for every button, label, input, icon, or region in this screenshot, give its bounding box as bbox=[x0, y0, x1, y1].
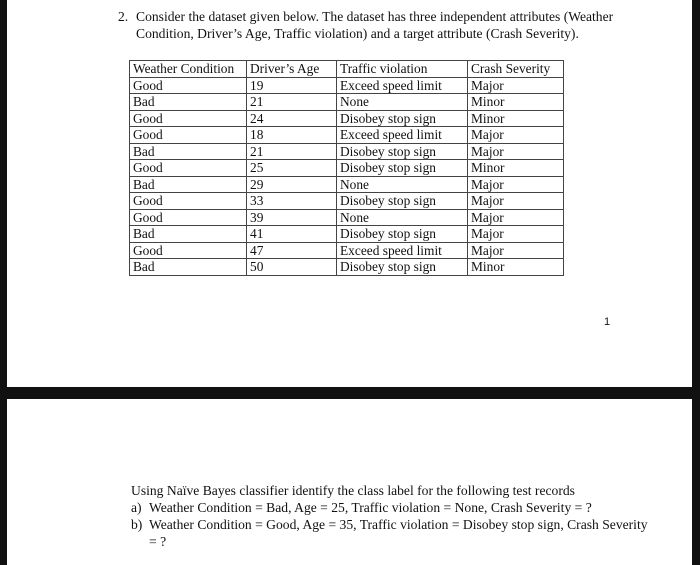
cell-weather: Bad bbox=[130, 259, 247, 276]
cell-violation: Exceed speed limit bbox=[337, 242, 468, 259]
cell-age: 25 bbox=[247, 160, 337, 177]
cell-weather: Good bbox=[130, 209, 247, 226]
table-row bbox=[130, 110, 564, 127]
cell-severity: Minor bbox=[468, 110, 564, 127]
table-row bbox=[130, 94, 564, 111]
cell-age: 41 bbox=[247, 226, 337, 243]
cell-violation: Disobey stop sign bbox=[337, 143, 468, 160]
cell-violation: Disobey stop sign bbox=[337, 110, 468, 127]
document-page-1 bbox=[7, 0, 692, 387]
header-traffic-violation: Traffic violation bbox=[337, 61, 468, 78]
cell-weather: Good bbox=[130, 110, 247, 127]
table-row bbox=[130, 242, 564, 259]
cell-age: 21 bbox=[247, 143, 337, 160]
cell-violation: Disobey stop sign bbox=[337, 226, 468, 243]
table-row bbox=[130, 193, 564, 210]
header-drivers-age: Driver’s Age bbox=[247, 61, 337, 78]
table-row bbox=[130, 160, 564, 177]
task-item-b bbox=[131, 516, 651, 550]
cell-severity: Major bbox=[468, 242, 564, 259]
question-number: 2. bbox=[118, 9, 129, 24]
table-row bbox=[130, 226, 564, 243]
cell-weather: Bad bbox=[130, 143, 247, 160]
cell-weather: Good bbox=[130, 160, 247, 177]
cell-weather: Good bbox=[130, 127, 247, 144]
cell-weather: Good bbox=[130, 242, 247, 259]
task-item-text: Weather Condition = Good, Age = 35, Traffic violation = Disobey stop sign, Crash Severity = ? bbox=[149, 517, 648, 549]
cell-age: 33 bbox=[247, 193, 337, 210]
cell-age: 29 bbox=[247, 176, 337, 193]
table-row bbox=[130, 77, 564, 94]
cell-age: 19 bbox=[247, 77, 337, 94]
cell-severity: Major bbox=[468, 226, 564, 243]
cell-severity: Major bbox=[468, 143, 564, 160]
cell-weather: Bad bbox=[130, 176, 247, 193]
cell-violation: None bbox=[337, 94, 468, 111]
cell-age: 39 bbox=[247, 209, 337, 226]
cell-severity: Minor bbox=[468, 259, 564, 276]
cell-severity: Minor bbox=[468, 160, 564, 177]
document-page-2 bbox=[7, 399, 692, 565]
table-row bbox=[130, 259, 564, 276]
cell-weather: Good bbox=[130, 193, 247, 210]
cell-severity: Major bbox=[468, 127, 564, 144]
header-weather-condition: Weather Condition bbox=[130, 61, 247, 78]
task-item-label: a) bbox=[131, 500, 142, 515]
cell-violation: Exceed speed limit bbox=[337, 127, 468, 144]
cell-age: 21 bbox=[247, 94, 337, 111]
task-block bbox=[131, 482, 651, 550]
cell-weather: Bad bbox=[130, 94, 247, 111]
cell-age: 18 bbox=[247, 127, 337, 144]
cell-weather: Bad bbox=[130, 226, 247, 243]
cell-age: 50 bbox=[247, 259, 337, 276]
cell-severity: Major bbox=[468, 176, 564, 193]
task-item-label: b) bbox=[131, 517, 143, 532]
cell-violation: Disobey stop sign bbox=[337, 160, 468, 177]
dataset-table bbox=[129, 60, 564, 276]
table-row bbox=[130, 127, 564, 144]
cell-weather: Good bbox=[130, 77, 247, 94]
cell-severity: Major bbox=[468, 77, 564, 94]
cell-violation: Disobey stop sign bbox=[337, 193, 468, 210]
cell-violation: None bbox=[337, 176, 468, 193]
task-item-text: Weather Condition = Bad, Age = 25, Traffic violation = None, Crash Severity = ? bbox=[149, 500, 592, 515]
table-row bbox=[130, 176, 564, 193]
cell-violation: Disobey stop sign bbox=[337, 259, 468, 276]
cell-violation: Exceed speed limit bbox=[337, 77, 468, 94]
question-text: Consider the dataset given below. The dataset has three independent attributes (Weather Condition, Driver’s Age, Traffic violation) and a target attribute (Crash Severity). bbox=[136, 9, 614, 41]
cell-severity: Major bbox=[468, 193, 564, 210]
header-crash-severity: Crash Severity bbox=[468, 61, 564, 78]
cell-age: 24 bbox=[247, 110, 337, 127]
cell-age: 47 bbox=[247, 242, 337, 259]
task-intro: Using Naïve Bayes classifier identify the class label for the following test records bbox=[131, 483, 575, 498]
table-header-row bbox=[130, 61, 564, 78]
table-row bbox=[130, 143, 564, 160]
task-item-a bbox=[131, 499, 651, 516]
cell-severity: Major bbox=[468, 209, 564, 226]
question-block bbox=[118, 8, 638, 42]
cell-severity: Minor bbox=[468, 94, 564, 111]
cell-violation: None bbox=[337, 209, 468, 226]
page-number: 1 bbox=[604, 316, 611, 328]
table-row bbox=[130, 209, 564, 226]
